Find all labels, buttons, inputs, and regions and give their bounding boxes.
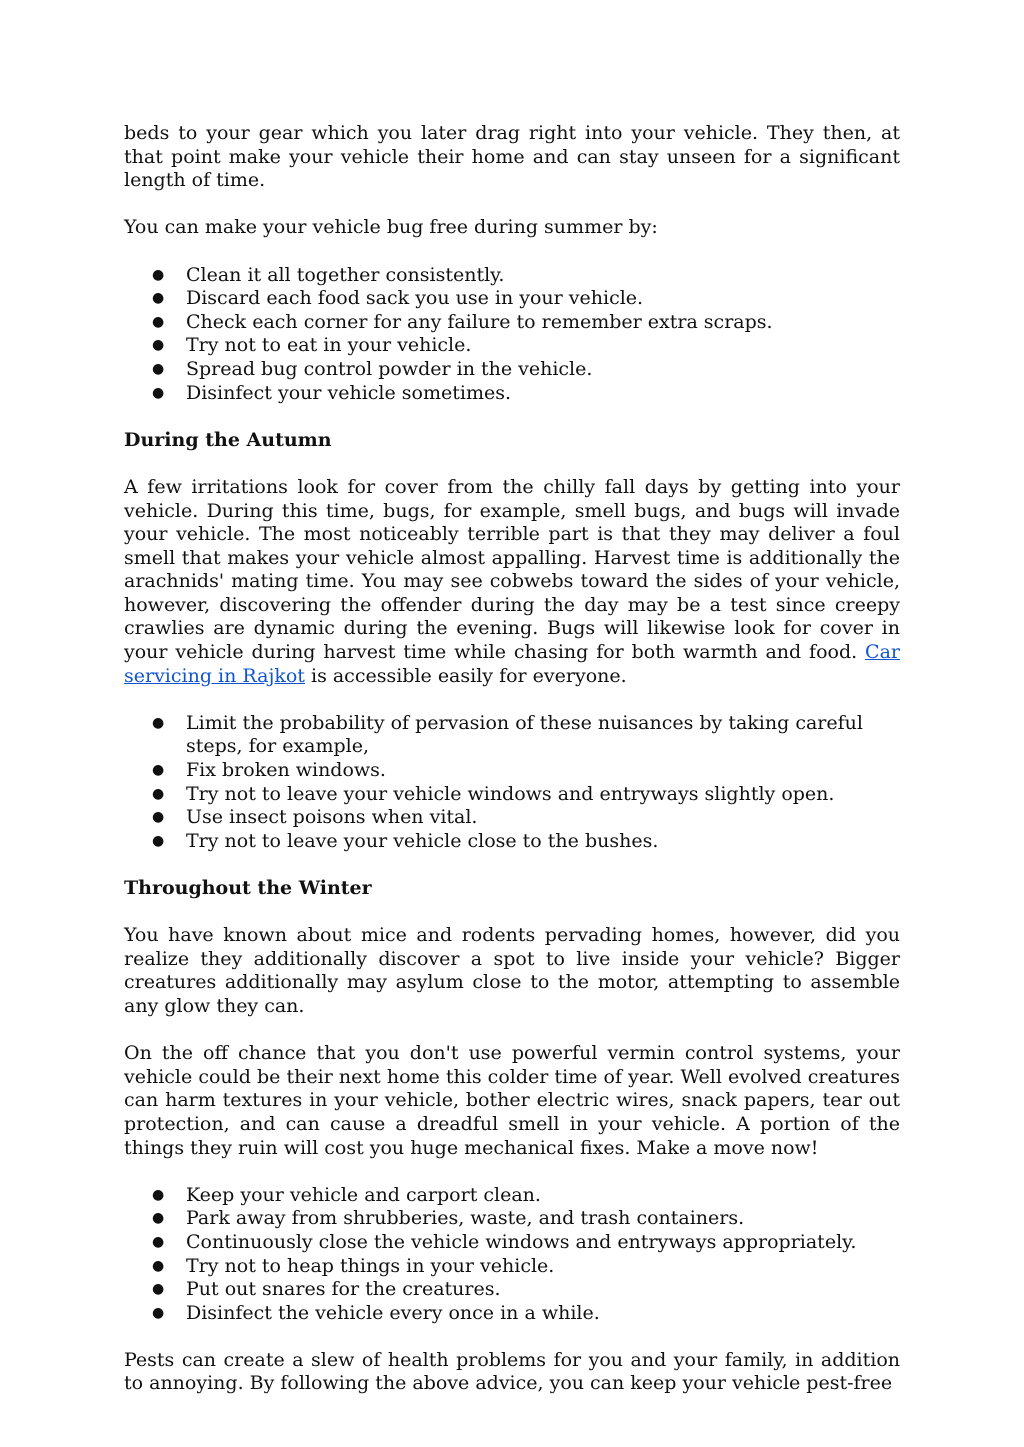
list-item	[124, 287, 900, 311]
bullet-icon: ●	[152, 832, 165, 849]
list-item-text: Try not to heap things in your vehicle.	[186, 1254, 555, 1277]
list-item	[124, 1207, 900, 1231]
autumn-paragraph	[124, 476, 900, 688]
list-item	[124, 1302, 900, 1326]
list-item-text: Discard each food sack you use in your vehicle.	[186, 287, 644, 310]
autumn-heading: During the Autumn	[124, 428, 332, 451]
autumn-text-before-link: A few irritations look for cover from the chilly fall days by getting into your vehicle. During this time, bugs, for example, smell bugs, and bugs will invade your vehicle. The most noticeably terrible part is that they may deliver a foul smell that makes your vehicle almost appalling. Harvest time is additionally the arachnids' mating time. You may see cobwebs toward the sides of your vehicle, however, discovering the offender during the day may be a test since creepy crawlies are dynamic during the evening. Bugs will likewise look for cover in your vehicle during harvest time while chasing for both warmth and food.	[124, 475, 900, 664]
list-item-text: Keep your vehicle and carport clean.	[186, 1183, 541, 1206]
list-item-text: Try not to leave your vehicle windows and entryways slightly open.	[186, 782, 835, 805]
winter-bullet-list	[124, 1184, 900, 1326]
bullet-icon: ●	[152, 1281, 165, 1298]
list-item-text: Disinfect your vehicle sometimes.	[186, 381, 512, 404]
list-item	[124, 806, 900, 830]
spacer	[124, 452, 900, 476]
list-item	[124, 783, 900, 807]
list-item-text: Clean it all together consistently.	[186, 263, 505, 286]
spacer	[124, 853, 900, 877]
bullet-icon: ●	[152, 1257, 165, 1274]
spacer	[124, 240, 900, 264]
autumn-bullet-list	[124, 712, 900, 854]
list-item-text: Spread bug control powder in the vehicle.	[186, 357, 593, 380]
summer-lead-paragraph: You can make your vehicle bug free during summer by:	[124, 216, 658, 239]
list-item-text: Try not to leave your vehicle close to the bushes.	[186, 829, 659, 852]
winter-paragraph-2: On the off chance that you don't use powerful vermin control systems, your vehicle could be their next home this colder time of year. Well evolved creatures can harm textures in your vehicle, bother electric wires, snack papers, tear out protection, and can cause a dreadful smell in your vehicle. A portion of the things they ruin will cost you huge mechanical fixes. Make a move now!	[124, 1042, 900, 1159]
bullet-icon: ●	[152, 714, 165, 731]
list-item-text: Try not to eat in your vehicle.	[186, 334, 472, 357]
list-item-text: Put out snares for the creatures.	[186, 1278, 501, 1301]
list-item	[124, 1278, 900, 1302]
list-item	[124, 311, 900, 335]
intro-paragraph: beds to your gear which you later drag right into your vehicle. They then, at that point make your vehicle their home and can stay unseen for a significant length of time.	[124, 122, 900, 192]
bullet-icon: ●	[152, 266, 165, 283]
bullet-icon: ●	[152, 1304, 165, 1321]
spacer	[124, 193, 900, 217]
spacer	[124, 901, 900, 925]
list-item-text: Continuously close the vehicle windows and entryways appropriately.	[186, 1230, 857, 1253]
list-item	[124, 830, 900, 854]
spacer	[124, 1160, 900, 1184]
spacer	[124, 1019, 900, 1043]
bullet-icon: ●	[152, 290, 165, 307]
list-item	[124, 358, 900, 382]
bullet-icon: ●	[152, 809, 165, 826]
winter-paragraph-1: You have known about mice and rodents pervading homes, however, did you realize they additionally discover a spot to live inside your vehicle? Bigger creatures additionally may asylum close to the motor, attempting to assemble any glow they can.	[124, 924, 900, 1017]
autumn-text-after-link: is accessible easily for everyone.	[304, 664, 627, 687]
list-item	[124, 1184, 900, 1208]
car-servicing-link[interactable]: Car servicing in Rajkot	[124, 641, 900, 687]
document-page	[124, 122, 900, 1396]
list-item-text: Use insect poisons when vital.	[186, 806, 478, 829]
list-item	[124, 1231, 900, 1255]
list-item	[124, 334, 900, 358]
bullet-icon: ●	[152, 360, 165, 377]
closing-paragraph: Pests can create a slew of health problems for you and your family, in addition to annoying. By following the above advice, you can keep your vehicle pest-free	[124, 1348, 900, 1395]
list-item-text: Limit the probability of pervasion of these nuisances by taking careful steps, for example,	[186, 711, 863, 758]
list-item-text: Fix broken windows.	[186, 759, 386, 782]
list-item-text: Check each corner for any failure to remember extra scraps.	[186, 310, 773, 333]
list-item	[124, 712, 900, 759]
bullet-icon: ●	[152, 785, 165, 802]
bullet-icon: ●	[152, 762, 165, 779]
bullet-icon: ●	[152, 337, 165, 354]
spacer	[124, 1325, 900, 1349]
bullet-icon: ●	[152, 1233, 165, 1250]
list-item	[124, 759, 900, 783]
list-item	[124, 1255, 900, 1279]
list-item-text: Disinfect the vehicle every once in a while.	[186, 1301, 600, 1324]
spacer	[124, 688, 900, 712]
list-item	[124, 264, 900, 288]
summer-bullet-list	[124, 264, 900, 406]
bullet-icon: ●	[152, 1210, 165, 1227]
list-item-text: Park away from shrubberies, waste, and trash containers.	[186, 1207, 745, 1230]
bullet-icon: ●	[152, 313, 165, 330]
spacer	[124, 405, 900, 429]
bullet-icon: ●	[152, 1186, 165, 1203]
winter-heading: Throughout the Winter	[124, 877, 372, 899]
bullet-icon: ●	[152, 384, 165, 401]
list-item	[124, 382, 900, 406]
